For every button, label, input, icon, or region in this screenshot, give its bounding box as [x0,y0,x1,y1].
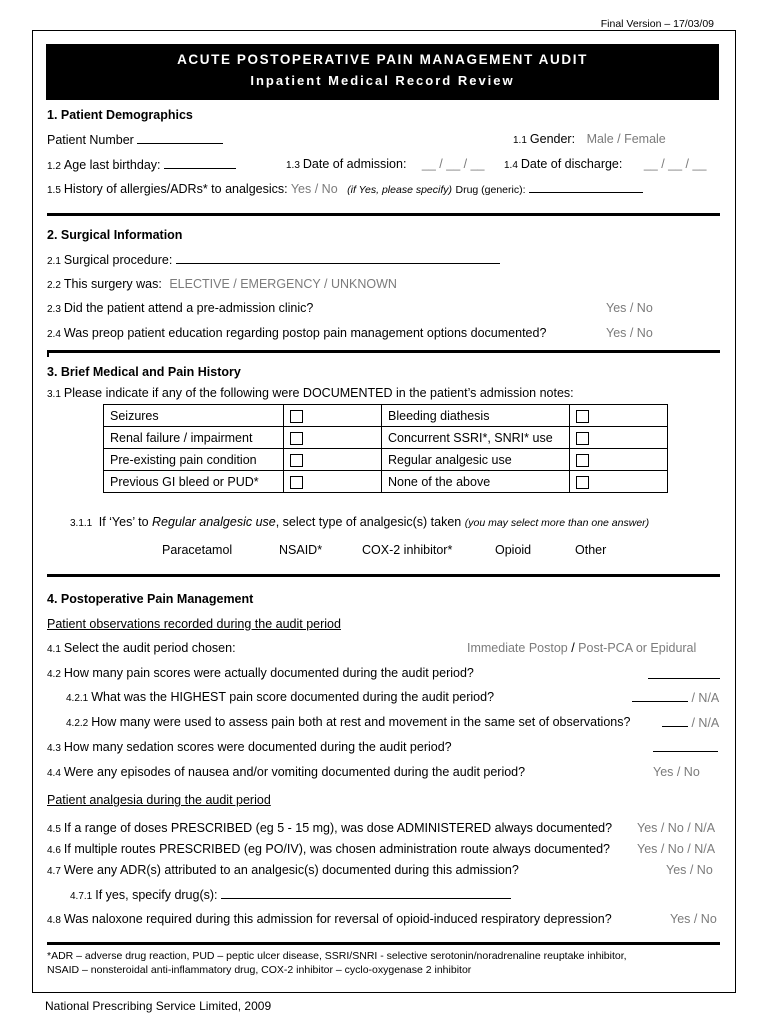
option-nsaid[interactable]: NSAID* [279,543,323,557]
nausea-row [47,765,525,779]
allergies-label: History of allergies/ADRs* to analgesics: [63,182,288,196]
highest-pain-row [66,690,494,704]
analgesia-subheading: Patient analgesia during the audit period [47,793,271,807]
dose-range-options[interactable]: Yes / No / N/A [637,821,716,835]
nausea-options[interactable]: Yes / No [653,765,700,779]
checkbox-cell [570,405,668,427]
checkbox-cell [284,427,382,449]
admission-row [286,157,484,171]
condition-label: Seizures [104,405,284,427]
naloxone-label: Was naloxone required during this admission for reversal of opioid-induced respiratory depression? [63,912,612,926]
dose-range-label: If a range of doses PRESCRIBED (eg 5 - 15 mg), was dose ADMINISTERED always documented? [63,821,613,835]
q-number: 4.2.2 [66,718,89,729]
table-row [104,427,668,449]
admission-label: Date of admission: [302,157,407,171]
history-table [103,404,668,493]
nausea-label: Were any episodes of nausea and/or vomiting documented during the audit period? [63,765,526,779]
section-1-title: 1. Patient Demographics [47,108,193,122]
allergies-options[interactable]: Yes / No [290,182,338,196]
q-number: 2.2 [47,280,61,291]
preadmission-label: Did the patient attend a pre-admission clinic? [63,301,314,315]
q-number: 4.2 [47,669,61,680]
adr-row [47,863,519,877]
condition-label: Previous GI bleed or PUD* [104,471,284,493]
procedure-row [47,252,500,267]
adr-drug-row [70,887,511,902]
gender-options[interactable]: Male / Female [586,132,666,146]
table-row [104,471,668,493]
checkbox[interactable] [290,476,303,489]
section-2-title: 2. Surgical Information [47,228,183,242]
audit-period-label: Select the audit period chosen: [63,641,236,655]
q-number: 4.6 [47,845,61,856]
analgesic-type-question [70,515,649,529]
adr-label: Were any ADR(s) attributed to an analgesic(s) documented during this admission? [63,863,519,877]
abbreviations-line-2: NSAID – nonsteroidal anti-inflammatory drug, COX-2 inhibitor – cyclo-oxygenase 2 inhibitor [47,964,472,976]
option-post-pca[interactable]: Post-PCA or Epidural [578,641,697,655]
q311-note: (you may select more than one answer) [464,517,650,529]
section-3-title: 3. Brief Medical and Pain History [47,365,241,379]
gender-row [513,132,666,146]
q-number: 2.1 [47,256,61,267]
specify-note: (if Yes, please specify) [347,184,452,196]
drug-field[interactable] [529,181,643,193]
q311-text: If ‘Yes’ to [98,515,149,529]
table-row [104,405,668,427]
q-number: 1.1 [513,135,527,146]
discharge-row [504,157,706,171]
section-divider [47,213,720,216]
procedure-field[interactable] [176,252,500,264]
option-paracetamol[interactable]: Paracetamol [162,543,233,557]
documented-question: Please indicate if any of the following were DOCUMENTED in the patient’s admission notes: [63,386,574,400]
adr-drug-field[interactable] [221,887,511,899]
gender-label: Gender: [529,132,576,146]
q-number: 4.1 [47,644,61,655]
footer-copyright: National Prescribing Service Limited, 2009 [45,999,272,1013]
checkbox[interactable] [290,410,303,423]
adr-options[interactable]: Yes / No [666,863,713,877]
abbreviations-line-1: *ADR – adverse drug reaction, PUD – peptic ulcer disease, SSRI/SNRI - selective serotonin/noradrenaline reuptake inhibitor, [47,950,627,962]
education-options[interactable]: Yes / No [606,326,653,340]
education-row [47,326,546,340]
q-number: 4.5 [47,824,61,835]
option-separator: / [567,641,579,655]
documented-question-row [47,386,574,400]
dose-range-row [47,821,612,835]
section-divider [47,350,720,353]
q-number: 2.4 [47,329,61,340]
checkbox-cell [284,405,382,427]
divider-tick [47,352,49,357]
checkbox-cell [570,427,668,449]
sedation-label: How many sedation scores were documented during the audit period? [63,740,452,754]
discharge-date-field[interactable]: __ / __ / __ [643,157,707,171]
sedation-row [47,740,452,754]
condition-label: Pre-existing pain condition [104,449,284,471]
drug-label: Drug (generic): [455,184,526,196]
age-field[interactable] [164,157,236,169]
section-4-title: 4. Postoperative Pain Management [47,592,254,606]
education-label: Was preop patient education regarding postop pain management options documented? [63,326,547,340]
q311-italic: Regular analgesic use [152,515,276,529]
multiple-routes-options[interactable]: Yes / No / N/A [637,842,716,856]
q-number: 4.2.1 [66,693,89,704]
checkbox[interactable] [576,476,589,489]
allergies-row [47,181,643,196]
condition-label: Concurrent SSRI*, SNRI* use [382,427,570,449]
form-title: ACUTE POSTOPERATIVE PAIN MANAGEMENT AUDIT [177,52,588,67]
surgery-type-row [47,277,397,291]
admission-date-field[interactable]: __ / __ / __ [421,157,485,171]
highest-pain-label: What was the HIGHEST pain score documented during the audit period? [91,690,495,704]
checkbox-cell [284,471,382,493]
option-cox2[interactable]: COX-2 inhibitor* [362,543,453,557]
condition-label: Regular analgesic use [382,449,570,471]
audit-period-options [467,641,696,655]
q-number: 3.1.1 [70,518,93,529]
q-number: 4.7 [47,866,61,877]
patient-number-field[interactable] [137,132,223,144]
q-number: 1.3 [286,160,300,171]
q-number: 4.3 [47,743,61,754]
option-other[interactable]: Other [575,543,607,557]
checkbox[interactable] [576,410,589,423]
table-row [104,449,668,471]
rest-movement-row [66,715,630,729]
observations-subheading: Patient observations recorded during the audit period [47,617,341,631]
rest-movement-answer [662,715,719,730]
checkbox[interactable] [576,432,589,445]
q-number: 3.1 [47,389,61,400]
condition-label: None of the above [382,471,570,493]
checkbox-cell [570,449,668,471]
q-number: 1.2 [47,161,61,172]
highest-pain-field[interactable] [632,690,688,702]
condition-label: Renal failure / impairment [104,427,284,449]
naloxone-row [47,912,612,926]
pain-scores-row [47,666,474,680]
surgery-type-label: This surgery was: [63,277,162,291]
multiple-routes-row [47,842,610,856]
na-option[interactable]: / N/A [691,691,720,705]
patient-number-row [47,132,223,147]
section-divider [47,942,720,945]
q-number: 4.8 [47,915,61,926]
option-immediate-postop[interactable]: Immediate Postop [467,641,568,655]
checkbox[interactable] [576,454,589,467]
q-number: 4.7.1 [70,891,93,902]
patient-number-label: Patient Number [47,133,134,147]
sedation-field[interactable] [653,740,718,752]
preadmission-options[interactable]: Yes / No [606,301,653,315]
form-subtitle: Inpatient Medical Record Review [250,73,515,88]
version-label: Final Version – 17/03/09 [600,18,714,30]
q-number: 2.3 [47,304,61,315]
q-number: 4.4 [47,768,61,779]
multiple-routes-label: If multiple routes PRESCRIBED (eg PO/IV), was chosen administration route always documented? [63,842,610,856]
audit-period-row [47,641,236,655]
rest-movement-field[interactable] [662,715,688,727]
pain-scores-label: How many pain scores were actually documented during the audit period? [63,666,474,680]
rest-movement-label: How many were used to assess pain both at rest and movement in the same set of observations? [91,715,631,729]
section-divider [47,574,720,577]
na-option[interactable]: / N/A [691,716,720,730]
pain-scores-field[interactable] [648,667,720,679]
q-number: 1.5 [47,185,61,196]
q311-text-end: , select type of analgesic(s) taken [275,515,462,529]
naloxone-options[interactable]: Yes / No [670,912,717,926]
age-label: Age last birthday: [63,158,161,172]
q-number: 1.4 [504,160,518,171]
option-opioid[interactable]: Opioid [495,543,532,557]
checkbox-cell [570,471,668,493]
procedure-label: Surgical procedure: [63,253,173,267]
condition-label: Bleeding diathesis [382,405,570,427]
checkbox-cell [284,449,382,471]
adr-drug-label: If yes, specify drug(s): [95,888,218,902]
surgery-type-options[interactable]: ELECTIVE / EMERGENCY / UNKNOWN [169,277,397,291]
preadmission-row [47,301,313,315]
checkbox[interactable] [290,432,303,445]
age-row [47,157,236,172]
form-header [46,44,719,100]
highest-pain-answer [632,690,719,705]
checkbox[interactable] [290,454,303,467]
discharge-label: Date of discharge: [520,157,623,171]
